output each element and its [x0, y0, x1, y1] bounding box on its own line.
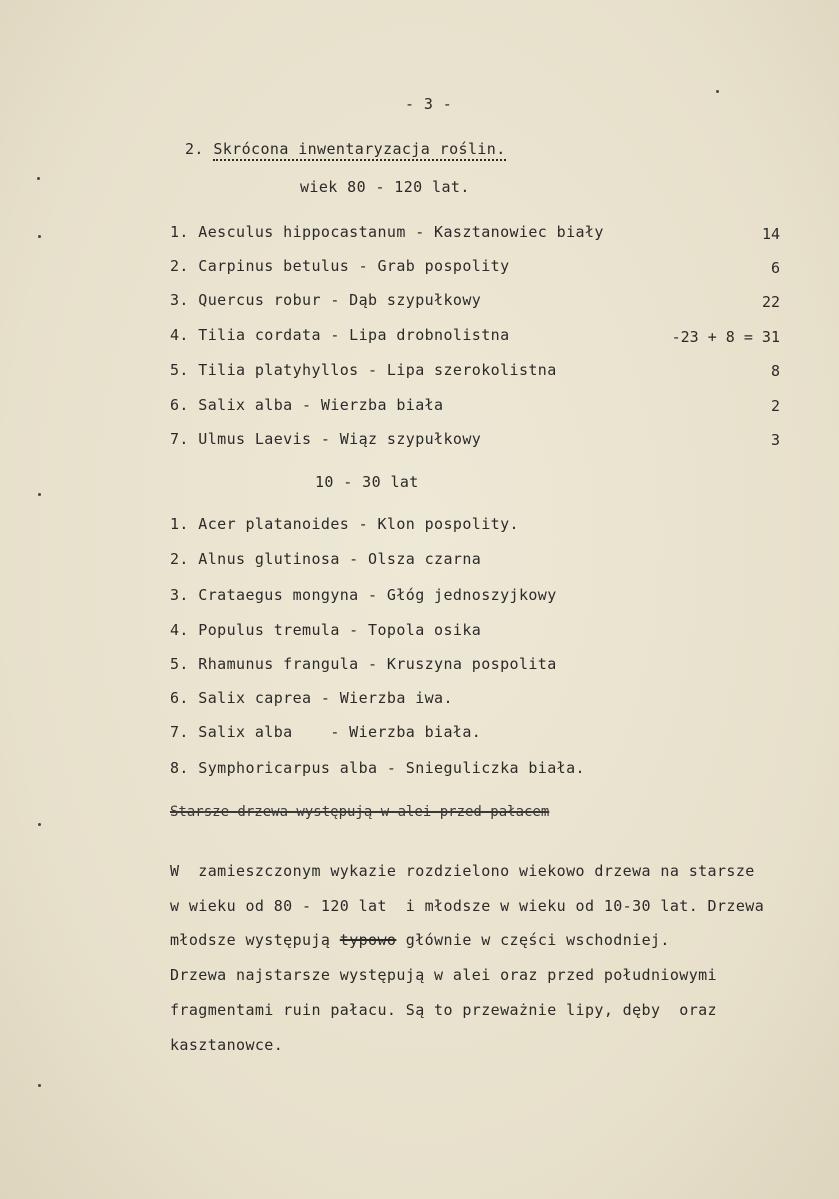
margin-speck [38, 493, 41, 496]
list-item: 7. Ulmus Laevis - Wiąz szypułkowy [170, 430, 482, 448]
list-item: 2. Carpinus betulus - Grab pospolity [170, 257, 510, 275]
list-item: 2. Alnus glutinosa - Olsza czarna [170, 550, 482, 568]
list-item: 5. Rhamunus frangula - Kruszyna pospolita [170, 655, 557, 673]
paragraph-line [170, 931, 670, 949]
tree-count: 22 [761, 293, 780, 311]
tree-count: 14 [761, 225, 780, 243]
paragraph-line: kasztanowce. [170, 1036, 284, 1054]
list-item: 8. Symphoricarpus alba - Snieguliczka biała. [170, 759, 585, 777]
list-item: 5. Tilia platyhyllos - Lipa szerokolistna [170, 361, 557, 379]
tree-count: 2 [770, 397, 780, 415]
margin-speck [716, 90, 719, 93]
section-number: 2. [185, 140, 204, 158]
paragraph-text: głównie w części wschodniej. [405, 931, 670, 949]
paragraph-line: fragmentami ruin pałacu. Są to przeważnie lipy, dęby oraz [170, 1001, 717, 1019]
page-number: - 3 - [405, 95, 453, 113]
list-item: 6. Salix caprea - Wierzba iwa. [170, 689, 453, 707]
margin-speck [38, 823, 41, 826]
list-item: 1. Aesculus hippocastanum - Kasztanowiec biały [170, 223, 604, 241]
group2-heading: 10 - 30 lat [315, 473, 419, 491]
margin-speck [37, 177, 40, 180]
list-item: 3. Quercus robur - Dąb szypułkowy [170, 291, 482, 309]
tree-count: 8 [770, 362, 780, 380]
section-title: Skrócona inwentaryzacja roślin. [213, 140, 505, 161]
list-item: 7. Salix alba - Wierzba biała. [170, 723, 482, 741]
paragraph-text: młodsze występują [170, 931, 331, 949]
paragraph-line: w wieku od 80 - 120 lat i młodsze w wieku od 10-30 lat. Drzewa [170, 897, 765, 915]
list-item: 3. Crataegus mongyna - Głóg jednoszyjkowy [170, 586, 557, 604]
margin-speck [38, 1084, 41, 1087]
list-item: 6. Salix alba - Wierzba biała [170, 396, 444, 414]
list-item: 4. Tilia cordata - Lipa drobnolistna [170, 326, 510, 344]
tree-count: -23 + 8 = 31 [671, 328, 780, 346]
list-item: 4. Populus tremula - Topola osika [170, 621, 482, 639]
struck-out-line: Starsze drzewa występują w alei przed pałacem [170, 804, 550, 820]
section-heading [185, 140, 506, 158]
tree-count: 6 [770, 259, 780, 277]
margin-speck [38, 235, 41, 238]
paragraph-line: Drzewa najstarsze występują w alei oraz przed południowymi [170, 966, 717, 984]
group1-heading: wiek 80 - 120 lat. [300, 178, 470, 196]
struck-word: typowo [339, 931, 397, 949]
tree-count: 3 [770, 431, 780, 449]
paragraph-line: W zamieszczonym wykazie rozdzielono wiekowo drzewa na starsze [170, 862, 755, 880]
list-item: 1. Acer platanoides - Klon pospolity. [170, 515, 519, 533]
